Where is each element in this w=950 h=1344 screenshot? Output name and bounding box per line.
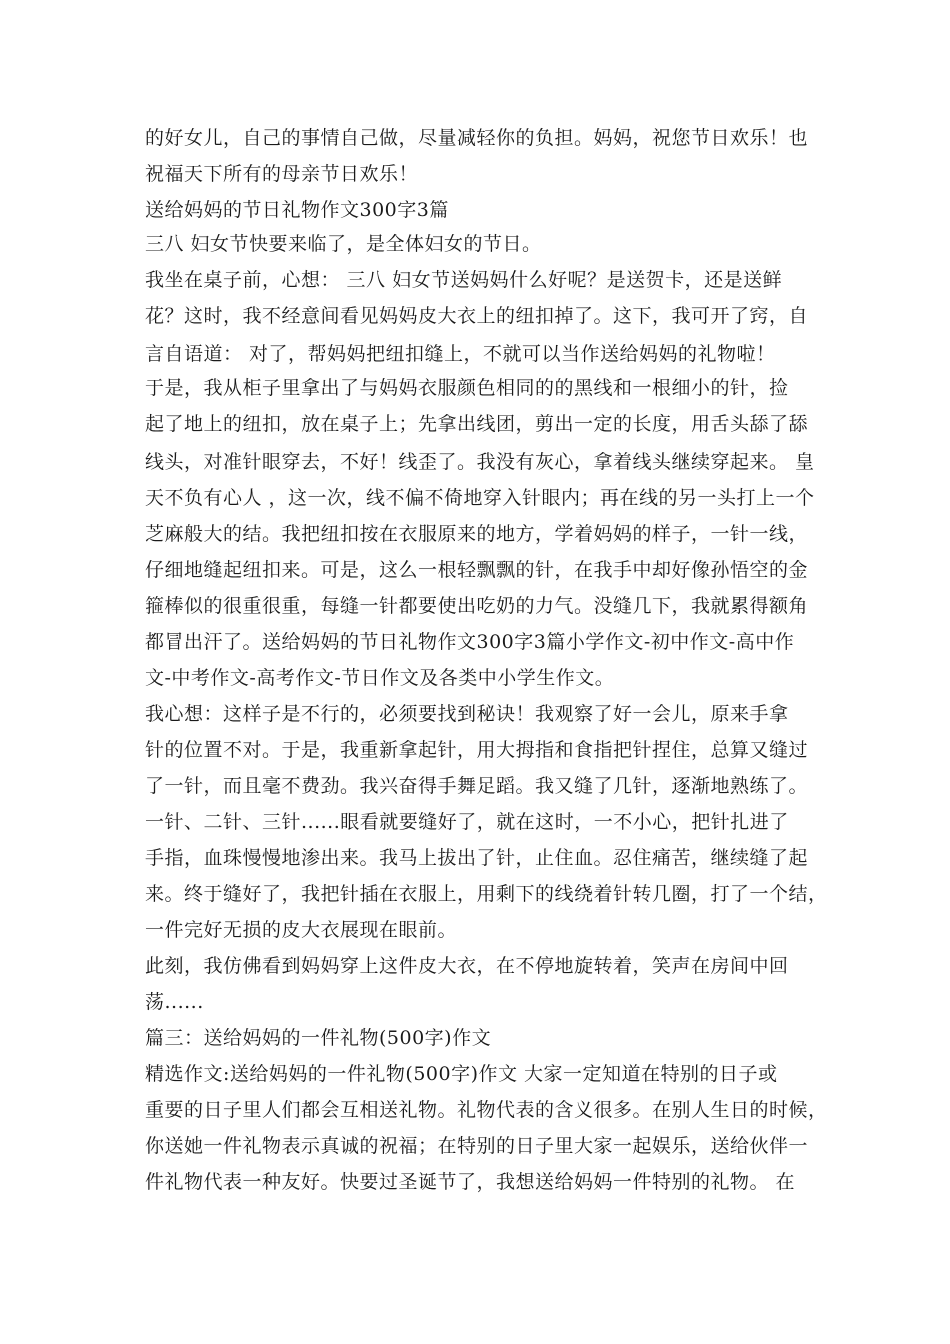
section-title: 篇三：送给妈妈的一件礼物(500字)作文 [145, 1027, 492, 1049]
text-line: 祝福天下所有的母亲节日欢乐！ [145, 163, 419, 185]
text-line: 针的位置不对。于是，我重新拿起针，用大拇指和食指把针捏住，总算又缝过 [145, 739, 809, 761]
text-line: 三八 妇女节快要来临了，是全体妇女的节日。 [145, 233, 542, 255]
text-line: 精选作文:送给妈妈的一件礼物(500字)作文 大家一定知道在特别的日子或 [145, 1063, 778, 1085]
text-line: 你送她一件礼物表示真诚的祝福；在特别的日子里大家一起娱乐，送给伙伴一 [145, 1135, 809, 1157]
text-line: 此刻，我仿佛看到妈妈穿上这件皮大衣，在不停地旋转着，笑声在房间中回 [145, 955, 789, 977]
text-line: 文-中考作文-高考作文-节日作文及各类中小学生作文。 [145, 667, 615, 689]
text-line: 线头，对准针眼穿去，不好！线歪了。我没有灰心，拿着线头继续穿起来。 皇 [145, 451, 815, 473]
text-line: 来。终于缝好了，我把针插在衣服上，用剩下的线绕着针转几圈，打了一个结， [145, 883, 828, 905]
text-line: 我心想：这样子是不行的，必须要找到秘诀！我观察了好一会儿，原来手拿 [145, 703, 789, 725]
text-line: 言自语道： 对了，帮妈妈把纽扣缝上，不就可以当作送给妈妈的礼物啦！ [145, 343, 776, 365]
text-line: 手指，血珠慢慢地渗出来。我马上拔出了针，止住血。忍住痛苦，继续缝了起 [145, 847, 809, 869]
text-line: 花？这时，我不经意间看见妈妈皮大衣上的纽扣掉了。这下，我可开了窍，自 [145, 305, 809, 327]
text-line: 了一针，而且毫不费劲。我兴奋得手舞足蹈。我又缝了几针，逐渐地熟练了。 [145, 775, 809, 797]
text-line: 一针、二针、三针......眼看就要缝好了，就在这时，一不小心，把针扎进了 [145, 811, 789, 833]
text-line: 都冒出汗了。送给妈妈的节日礼物作文300字3篇小学作文-初中作文-高中作 [145, 631, 795, 653]
text-line: 一件完好无损的皮大衣展现在眼前。 [145, 919, 458, 941]
text-line: 起了地上的纽扣，放在桌子上；先拿出线团，剪出一定的长度，用舌头舔了舔 [145, 413, 809, 435]
text-line: 箍棒似的很重很重，每缝一针都要使出吃奶的力气。没缝几下，我就累得额角 [145, 595, 809, 617]
text-line: 件礼物代表一种友好。快要过圣诞节了，我想送给妈妈一件特别的礼物。 在 [145, 1171, 796, 1193]
section-title: 送给妈妈的节日礼物作文300字3篇 [145, 199, 449, 221]
text-line: 于是，我从柜子里拿出了与妈妈衣服颜色相同的的黑线和一根细小的针，捡 [145, 377, 789, 399]
text-line: 我坐在桌子前，心想： 三八 妇女节送妈妈什么好呢？是送贺卡，还是送鲜 [145, 269, 783, 291]
text-line: 重要的日子里人们都会互相送礼物。礼物代表的含义很多。在别人生日的时候， [145, 1099, 828, 1121]
text-line: 天不负有心人 ，这一次，线不偏不倚地穿入针眼内；再在线的另一头打上一个 [145, 487, 815, 509]
text-line: 芝麻般大的结。我把纽扣按在衣服原来的地方，学着妈妈的样子，一针一线， [145, 523, 809, 545]
text-line: 荡...... [145, 991, 204, 1013]
text-line: 仔细地缝起纽扣来。可是，这么一根轻飘飘的针，在我手中却好像孙悟空的金 [145, 559, 809, 581]
text-line: 的好女儿，自己的事情自己做，尽量减轻你的负担。妈妈，祝您节日欢乐！也 [145, 127, 809, 149]
